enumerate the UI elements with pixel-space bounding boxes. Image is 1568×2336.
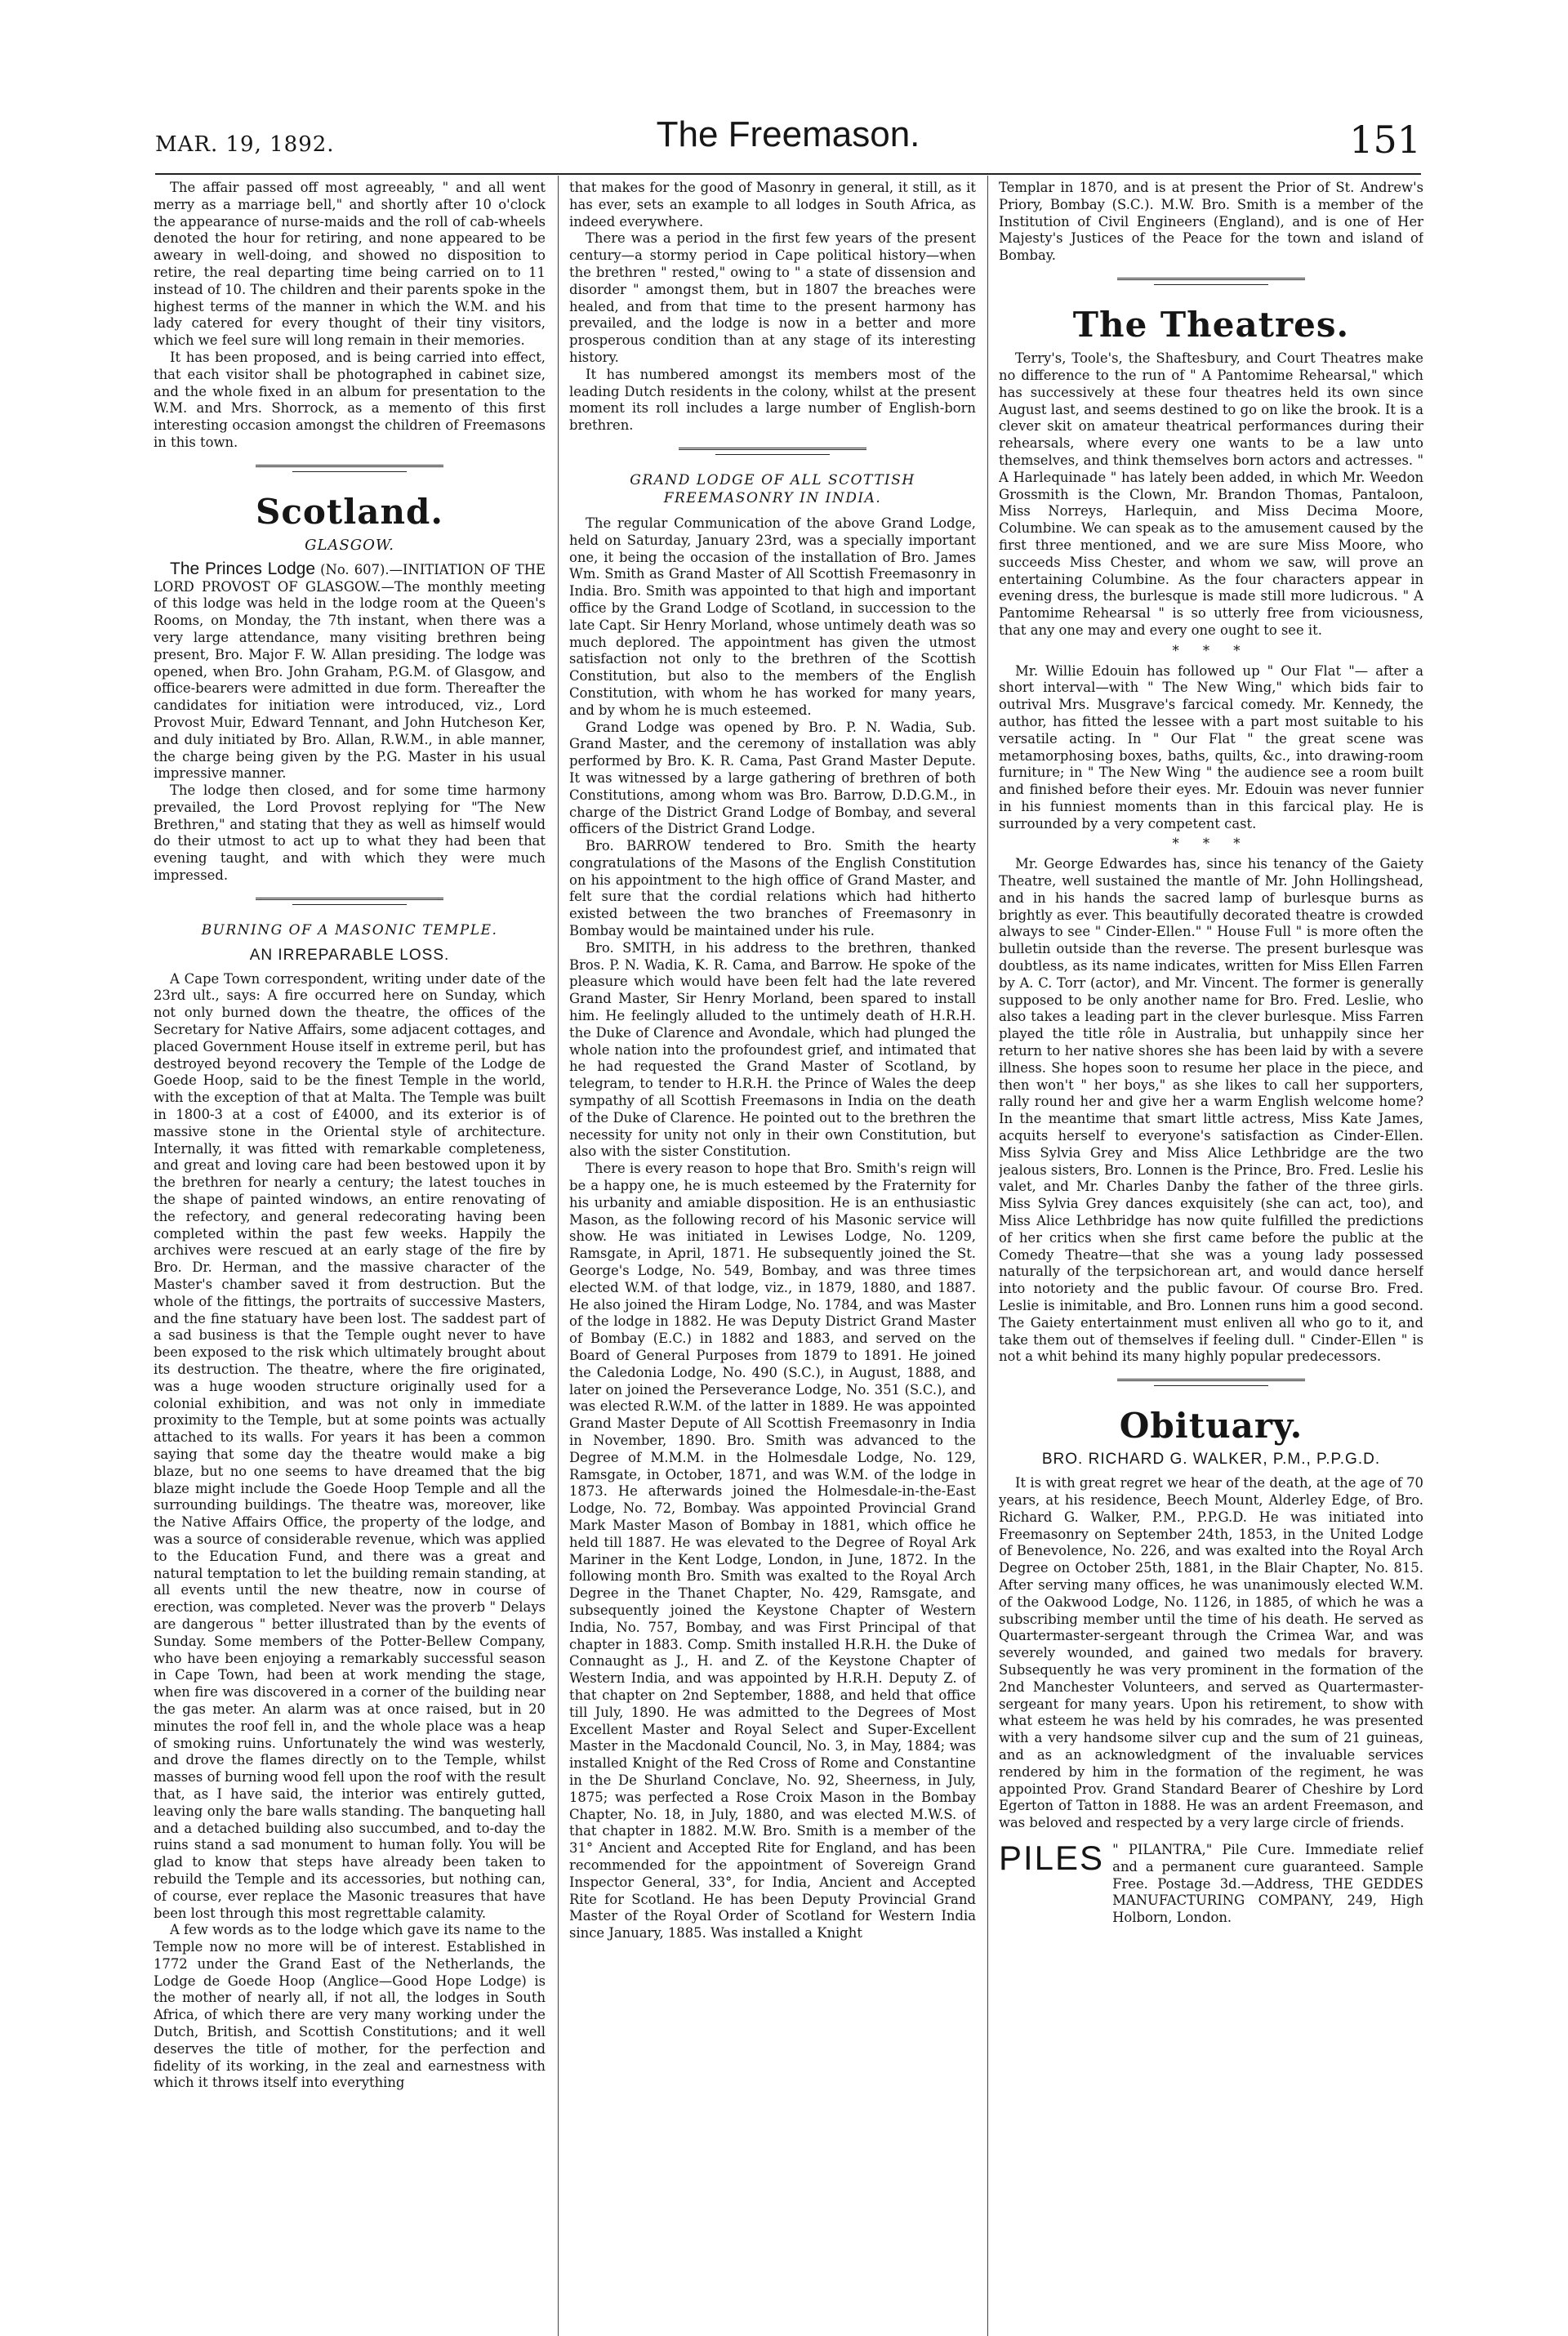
section-ornament [154, 465, 546, 474]
paragraph: A Cape Town correspondent, writing under date of the 23rd ult., says: A fire occurred here on Sunday, which not only burned down the theatre, the offices of the Secretary for Native Affairs, some adjacent cottages, and placed Government House itself in extreme peril, but has destroyed beyond recovery the Temple of the Lodge de Goede Hoop, said to be the finest Temple in the world, with the exception of that at Malta. The Temple was built in 1800-3 at a cost of £4000, and its exterior is of massive stone in the Oriental style of architecture. Internally, it was fitted with remarkable completeness, and great and loving care had been bestowed upon it by the brethren for nearly a century; the latest touches in the shape of painted windows, an entire renovating of the refectory, and general redecorating having been completed within the past few weeks. Happily the archives were rescued at an early stage of the fire by Bro. Dr. Herman, and the massive character of the Master's chamber saved it from destruction. But the whole of the fittings, the portraits of successive Masters, and the fine statuary have been lost. The saddest part of a sad business is that the Temple ought never to have been exposed to the risk which ultimately brought about its destruction. The theatre, where the fire originated, was a huge wooden structure originally used for a colonial exhibition, and was not only in immediate proximity to the Temple, but at some points was actually attached to its walls. For years it has been a common saying that some day the theatre would make a big blaze, but no one seems to have dreamed that the big blaze might include the Goede Hoop Temple and all the surrounding buildings. The theatre was, moreover, like the Native Affairs Office, the property of the lodge, and was a source of considerable revenue, which was applied to the Education Fund, and there was a great and natural temptation to let the building remain standing, at all events until the new theatre, now in course of erection, was completed. Never was the proverb " Delays are dangerous " better illustrated than by the events of Sunday. Some members of the Potter-Bellew Company, who have been enjoying a remarkably successful season in Cape Town, had been at work mending the stage, when fire was discovered in a corner of the building near the gas meter. An alarm was at once raised, but in 20 minutes the roof fell in, and the whole place was a heap of smoking ruins. Unfortunately the wind was westerly, and drove the flames directly on to the Temple, whilst masses of burning wood fell upon the roof with the result that, as I have said, the interior was entirely gutted, leaving only the bare walls standing. The banqueting hall and a detached building also succumbed, and to-day the ruins stand a sad monument to human folly. You will be glad to know that steps have already been taken to rebuild the Temple and its accessories, but nothing can, of course, ever replace the Masonic treasures that have been lost through this most regrettable calamity. [154, 970, 546, 1921]
subheading-glasgow: GLASGOW. [305, 536, 394, 554]
paragraph: Bro. BARROW tendered to Bro. Smith the hearty congratulations of the Masons of the English Constitution on his appointment to the high office of Grand Master, and felt sure that the cordial relations which had hitherto existed between the two branches of Freemasonry in Bombay would be maintained under his rule. [569, 838, 976, 939]
section-ornament [569, 448, 976, 457]
section-ornament [999, 278, 1423, 287]
section-ornament [999, 1379, 1423, 1388]
column-1 [154, 180, 546, 2320]
paragraph: It has numbered amongst its members most of the leading Dutch residents in the colony, whilst at the present moment its roll includes a large number of English-born brethren. [569, 366, 976, 434]
paragraph: Mr. George Edwardes has, since his tenancy of the Gaiety Theatre, well sustained the mantle of Mr. John Hollingshead, and in his hands the sacred lamp of burlesque burns as brightly as ever. This beautifully decorated theatre is crowded always to see " Cinder-Ellen." " House Full " is more often the bulletin outside than the reverse. The present burlesque was doubtless, as its name indicates, written for Miss Ellen Farren by A. C. Torr (actor), and Mr. Vincent. The former is generally supposed to be only another name for Bro. Fred. Leslie, who also takes a leading part in the clever burlesque. Miss Farren played the title rôle in Australia, but unhappily since her return to her native shores she has been laid by with a severe illness. She hopes soon to resume her place in the piece, and then won't " her boys," as she likes to call her supporters, rally round her and give her a warm English welcome home? In the meantime that smart little actress, Miss Kate James, acquits herself to everyone's satisfaction as Cinder-Ellen. Miss Sylvia Grey and Miss Alice Lethbridge are the two jealous sisters, Bro. Lonnen is the Prince, Bro. Fred. Leslie his valet, and Mr. Charles Danby the father of the three girls. Miss Sylvia Grey dances exquisitely (she can act, too), and Miss Alice Lethbridge has now quite fulfilled the predictions of her critics when she first came before the public at the Comedy Theatre—that she was a young lady possessed naturally of the terpsichorean art, and would dance herself into notoriety and the public favour. Of course Bro. Fred. Leslie is inimitable, and Bro. Lonnen runs him a good second. The Gaiety entertainment must enliven all who go to it, and take them out of themselves if feeling dull. " Cinder-Ellen " is not a whit behind its many highly popular predecessors. [999, 856, 1423, 1365]
paragraph: A few words as to the lodge which gave its name to the Temple now no more will be of interest. Established in 1772 under the Grand East of the Netherlands, the Lodge de Goede Hoop (Anglice—Good Hope Lodge) is the mother of nearly all, if not all, the lodges in South Africa, of which there are very many working under the Dutch, British, and Scottish Constitutions; and it well deserves the title of mother, for the perfection and fidelity of its working, in the zeal and earnestness with which it throws itself into everything [154, 1922, 546, 2091]
paragraph: Bro. SMITH, in his address to the brethren, thanked Bros. P. N. Wadia, K. R. Cama, and Barrow. He spoke of the pleasure which would have been felt had the late revered Grand Master, Sir Henry Morland, been spared to install him. He feelingly alluded to the untimely death of H.R.H. the Duke of Clarence and Avondale, which had plunged the whole nation into the profoundest grief, and intimated that he had requested the Grand Master of Scotland, by telegram, to tender to H.R.H. the Prince of Wales the deep sympathy of all Scottish Freemasons in India on the death of the Duke of Clarence. He pointed out to the brethren the necessity for unity not only in their own Constitution, but also with the sister Constitution. [569, 939, 976, 1160]
lodge-report-text: (No. 607).—INITIATION OF THE LORD PROVOST OF GLASGOW.—The monthly meeting of this lodge was held in the lodge room at the Queen's Rooms, on Monday, the 7th instant, when there was a very large attendance, many visiting brethren being present, Bro. Major F. W. Allan presiding. The lodge was opened, when Bro. John Graham, P.G.M. of Glasgow, and office-bearers were admitted in due form. Thereafter the candidates for initiation were introduced, viz., Lord Provost Muir, Edward Tennant, and John Hutcheson Ker, and duly initiated by Bro. Allan, R.W.M., in able manner, the charge being given by the P.G. Master in his usual impressive manner. [154, 561, 546, 782]
paragraph: It is with great regret we hear of the death, at the age of 70 years, at his residence, Beech Mount, Alderley Edge, of Bro. Richard G. Walker, P.M., P.P.G.D. He was initiated into Freemasonry on September 24th, 1853, in the United Lodge of Benevolence, No. 226, and was exalted into the Royal Arch Degree on October 25th, 1881, in the Blair Chapter, No. 815. After serving many offices, he was unanimously elected W.M. of the Oakwood Lodge, No. 1126, in 1885, of which he was a subscribing member until the time of his death. He served as Quartermaster-sergeant through the Crimea War, and was severely wounded, and gained two medals for bravery. Subsequently he was very prominent in the formation of the 2nd Manchester Volunteers, and served as Quartermaster-sergeant for many years. Upon his retirement, to show with what esteem he was held by his comrades, he was presented with a very handsome silver cup and the sum of 21 guineas, and as an acknowledgment of the invaluable services rendered by him in the formation of the regiment, he was appointed Prov. Grand Standard Bearer of Cheshire by Lord Egerton of Tatton in 1888. He was an ardent Freemason, and was beloved and respected by a very large circle of friends. [999, 1475, 1423, 1831]
paragraph: It has been proposed, and is being carried into effect, that each visitor shall be photographed in cabinet size, and the whole fixed in an album for presentation to the W.M. and Mrs. Shorrock, as a memento of this first interesting occasion amongst the children of Freemasons in this town. [154, 349, 546, 450]
page-header [155, 114, 1421, 172]
obituary-name: BRO. RICHARD G. WALKER, P.M., P.P.G.D. [1041, 1451, 1381, 1469]
paragraph: The affair passed off most agreeably, " and all went merry as a marriage bell," and shortly after 10 o'clock the appearance of nurse-maids and the roll of cab-wheels denoted the hour for retiring, and none appeared to be aweary in well-doing, and showed no disposition to retire, the real departing time being carried on to 11 instead of 10. The children and their parents spoke in the highest terms of the manner in which the W.M. and his lady catered for every thought of their tiny visitors, which we feel sure will long remain in their memories. [154, 180, 546, 349]
page-number: 151 [1349, 118, 1421, 162]
column-2 [569, 180, 976, 2320]
issue-date: MAR. 19, 1892. [155, 132, 335, 157]
ad-text: " PILANTRA," Pile Cure. Immediate relief and a permanent cure guaranteed. Sample Free. Postage 3d.—Address, THE GEDDES MANUFACTURING COMPANY, 249, High Holborn, London. [1112, 1841, 1423, 1926]
section-stars: * * * [1172, 642, 1250, 658]
paragraph: There was a period in the first few years of the present century—a stormy period in Cape political history—when the brethren " rested," owing to " a state of dissension and disorder " amongst them, but in 1807 the breaches were healed, and from that time to the present harmony has prevailed, and the lodge is now in a better and more prosperous condition than at any stage of its interesting history. [569, 230, 976, 365]
paragraph: There is every reason to hope that Bro. Smith's reign will be a happy one, he is much esteemed by the Fraternity for his urbanity and amiable disposition. He is an enthusiastic Mason, as the following record of his Masonic service will show. He was initiated in Lewises Lodge, No. 1209, Ramsgate, in April, 1871. He subsequently joined the St. George's Lodge, No. 549, Bombay, and was three times elected W.M. of that lodge, viz., in 1879, 1880, and 1887. He also joined the Hiram Lodge, No. 1784, and was Master of the lodge in 1882. He was Deputy District Grand Master of Bombay (E.C.) in 1882 and 1883, and served on the Board of General Purposes from 1879 to 1891. He joined the Caledonia Lodge, No. 490 (S.C.), in August, 1888, and later on joined the Perseverance Lodge, No. 351 (S.C.), and was elected R.W.M. of the latter in 1889. He was appointed Grand Master Depute of All Scottish Freemasonry in India in November, 1890. Bro. Smith was advanced to the Degree of M.M.M. in the Holmesdale Lodge, No. 129, Ramsgate, in October, 1871, and was W.M. of the lodge in 1873. He afterwards joined the Holmesdale-in-the-East Lodge, No. 72, Bombay. Was appointed Provincial Grand Mark Master Mason of Bombay in 1881, which office he held till 1887. He was elevated to the Degree of Royal Ark Mariner in the Kent Lodge, London, in June, 1872. In the following month Bro. Smith was exalted to the Royal Arch Degree in the Thanet Chapter, No. 429, Ramsgate, and subsequently joined the Keystone Chapter of Western India, No. 757, Bombay, and was First Principal of that chapter in 1883. Comp. Smith installed H.R.H. the Duke of Connaught as J., H. and Z. of the Keystone Chapter of Western India, and was appointed by H.R.H. Deputy Z. of that chapter on 2nd September, 1888, and held that office till July, 1890. He was admitted to the Degrees of Most Excellent Master and Royal Select and Super-Excellent Master in the Macdonald Council, No. 3, in May, 1884; was installed Knight of the Red Cross of Rome and Constantine in the De Shurland Conclave, No. 92, Sheerness, in July, 1875; was perfected a Rose Croix Mason in the Bombay Chapter, No. 18, in July, 1880, and was elected M.W.S. of that chapter in 1882. M.W. Bro. Smith is a member of the 31° Ancient and Accepted Rite for England, and has been recommended for the appointment of Sovereign Grand Inspector General, 33°, for India, Ancient and Accepted Rite for Scotland. He has been Deputy Provincial Grand Master of the Royal Order of Scotland for Western India since January, 1885. Was installed a Knight [569, 1161, 976, 1941]
column-3 [999, 180, 1423, 2320]
section-heading-theatres: The Theatres. [1072, 304, 1350, 345]
section-ornament [154, 898, 546, 907]
paragraph: Mr. Willie Edouin has followed up " Our Flat "— after a short interval—with " The New Wing," which bids fair to outrival Mrs. Musgrave's farcical comedy. Mr. Kennedy, the author, has fitted the lessee with a part most suitable to his versatile acting. In " Our Flat " the great scene was metamorphosing boxes, baths, quilts, &c., into drawing-room furniture; in " The New Wing " the audience see a room built and finished before their eyes. Mr. Edouin was never funnier in his funniest moments than in this farcical play. He is surrounded by a very competent cast. [999, 662, 1423, 831]
paragraph: Templar in 1870, and is at present the Prior of St. Andrew's Priory, Bombay (S.C.). M.W. Bro. Smith is a member of the Institution of Civil Engineers (England), and is one of Her Majesty's Justices of the Peace for the town and island of Bombay. [999, 180, 1423, 264]
section-heading-obituary: Obituary. [1119, 1406, 1303, 1447]
lodge-report [154, 561, 546, 782]
column-divider [987, 176, 988, 2336]
article-subheading: AN IRREPARABLE LOSS. [249, 946, 450, 964]
header-rule [155, 173, 1421, 175]
column-divider [558, 176, 559, 2336]
paragraph: that makes for the good of Masonry in general, it still, as it has ever, sets an example to all lodges in South Africa, as indeed everywhere. [569, 180, 976, 230]
article-heading-burning: BURNING OF A MASONIC TEMPLE. [201, 921, 498, 938]
advertisement [999, 1838, 1423, 1927]
paragraph: The lodge then closed, and for some time harmony prevailed, the Lord Provost replying for "The New Brethren," and stating that they as well as himself would do their utmost to act up to what they had been that evening taught, and with which they were much impressed. [154, 782, 546, 884]
ad-headword: PILES [999, 1838, 1105, 1877]
paragraph: The regular Communication of the above Grand Lodge, held on Saturday, January 23rd, was a specially important one, it being the occasion of the installation of Bro. James Wm. Smith as Grand Master of All Scottish Freemasonry in India. Bro. Smith was appointed to that high and important office by the Grand Lodge of Scotland, in succession to the late Capt. Sir Henry Morland, whose untimely death was so much deplored. The appointment has given the utmost satisfaction not only to the brethren of the Scottish Constitution, but also to the members of the English Constitution, with whom he has worked for many years, and by whom he is much esteemed. [569, 515, 976, 718]
paragraph: Grand Lodge was opened by Bro. P. N. Wadia, Sub. Grand Master, and the ceremony of installation was ably performed by Bro. K. R. Cama, Past Grand Master Depute. It was witnessed by a large gathering of brethren of both Constitutions, among whom was Bro. Barrow, D.D.G.M., in charge of the District Grand Lodge of Bombay, and several officers of the District Grand Lodge. [569, 719, 976, 837]
section-heading-scotland: Scotland. [255, 491, 443, 532]
section-stars: * * * [1172, 836, 1250, 852]
paragraph: Terry's, Toole's, the Shaftesbury, and Court Theatres make no difference to the run of " A Pantomime Rehearsal," which has successively at these four theatres held its own since August last, and seems destined to go on like the brook. It is a clever skit on amateur theatrical performances during their rehearsals, where every one wants to be a law unto themselves, and think themselves born actors and actresses. " A Harlequinade " has lately been added, in which Mr. Weedon Grossmith is the Clown, Mr. Brandon Thomas, Pantaloon, Miss Norreys, Harlequin, and Miss Decima Moore, Columbine. We can speak as to the amusement caused by the first three mentioned, and we are sure Miss Moore, who succeeds Miss Chester, and whom we saw, will prove an entertaining Columbine. As the four characters appear in evening dress, the burlesque is made still more ludicrous. " A Pantomime Rehearsal " is so utterly free from viciousness, that any one may and every one ought to see it. [999, 350, 1423, 638]
lodge-name: The Princes Lodge [170, 559, 316, 578]
article-heading-grand-lodge: GRAND LODGE OF ALL SCOTTISH FREEMASONRY IN INDIA. [630, 471, 915, 506]
masthead-title: The Freemason. [656, 114, 920, 154]
